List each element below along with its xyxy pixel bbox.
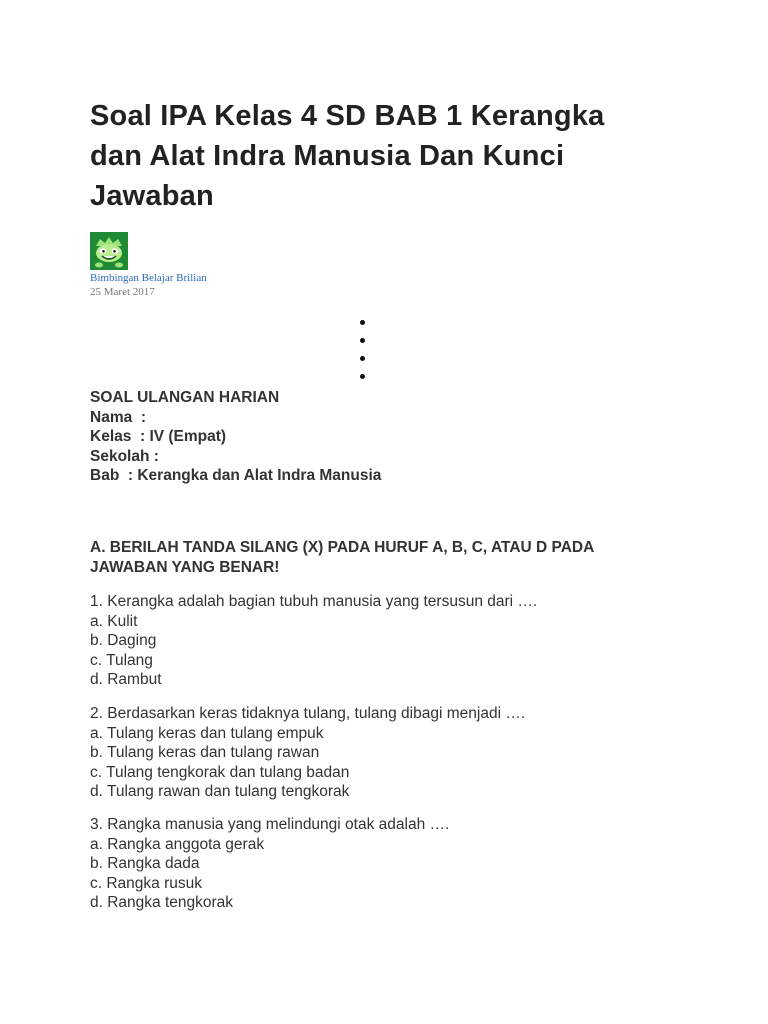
answer-option: b. Daging	[90, 632, 157, 649]
author-block	[90, 232, 390, 299]
dot-icon	[360, 338, 365, 343]
exam-kelas: Kelas : IV (Empat)	[90, 428, 227, 445]
answer-option: c. Rangka rusuk	[90, 874, 202, 892]
exam-bab: Bab : Kerangka dan Alat Indra Manusia	[90, 467, 382, 484]
answer-option: a. Tulang keras dan tulang empuk	[90, 724, 324, 742]
question-text: 2. Berdasarkan keras tidaknya tulang, tulang dibagi menjadi ….	[90, 705, 526, 722]
question-text: 3. Rangka manusia yang melindungi otak adalah ….	[90, 816, 450, 833]
answer-option: d. Rambut	[90, 671, 162, 688]
answer-option: c. Tulang tengkorak dan tulang badan	[90, 763, 350, 781]
answer-option: a. Kulit	[90, 612, 138, 630]
smiling-character-icon	[90, 232, 128, 270]
answer-option: d. Rangka tengkorak	[90, 894, 234, 911]
section-a-heading: A. BERILAH TANDA SILANG (X) PADA HURUF A, B, C, ATAU D PADA JAWABAN YANG BENAR!	[90, 539, 594, 576]
answer-option: b. Tulang keras dan tulang rawan	[90, 744, 320, 761]
question-block	[90, 704, 690, 802]
question-block	[90, 592, 690, 690]
answer-option: a. Rangka anggota gerak	[90, 835, 265, 853]
question-block	[90, 815, 690, 913]
author-avatar[interactable]	[90, 232, 128, 270]
exam-sekolah: Sekolah :	[90, 447, 159, 465]
answer-option: c. Tulang	[90, 651, 153, 669]
exam-info	[90, 388, 650, 486]
question-text: 1. Kerangka adalah bagian tubuh manusia yang tersusun dari ….	[90, 593, 538, 610]
share-menu-dots[interactable]	[360, 320, 370, 392]
dot-icon	[360, 320, 365, 325]
answer-option: d. Tulang rawan dan tulang tengkorak	[90, 783, 350, 800]
exam-nama: Nama :	[90, 408, 146, 426]
answer-option: b. Rangka dada	[90, 855, 200, 872]
article-title: Soal IPA Kelas 4 SD BAB 1 Kerangka dan Alat Indra Manusia Dan Kunci Jawaban	[90, 100, 605, 212]
dot-icon	[360, 374, 365, 379]
post-date: 25 Maret 2017	[90, 286, 155, 298]
author-link[interactable]: Bimbingan Belajar Brilian	[90, 272, 207, 284]
exam-heading: SOAL ULANGAN HARIAN	[90, 389, 280, 406]
dot-icon	[360, 356, 365, 361]
